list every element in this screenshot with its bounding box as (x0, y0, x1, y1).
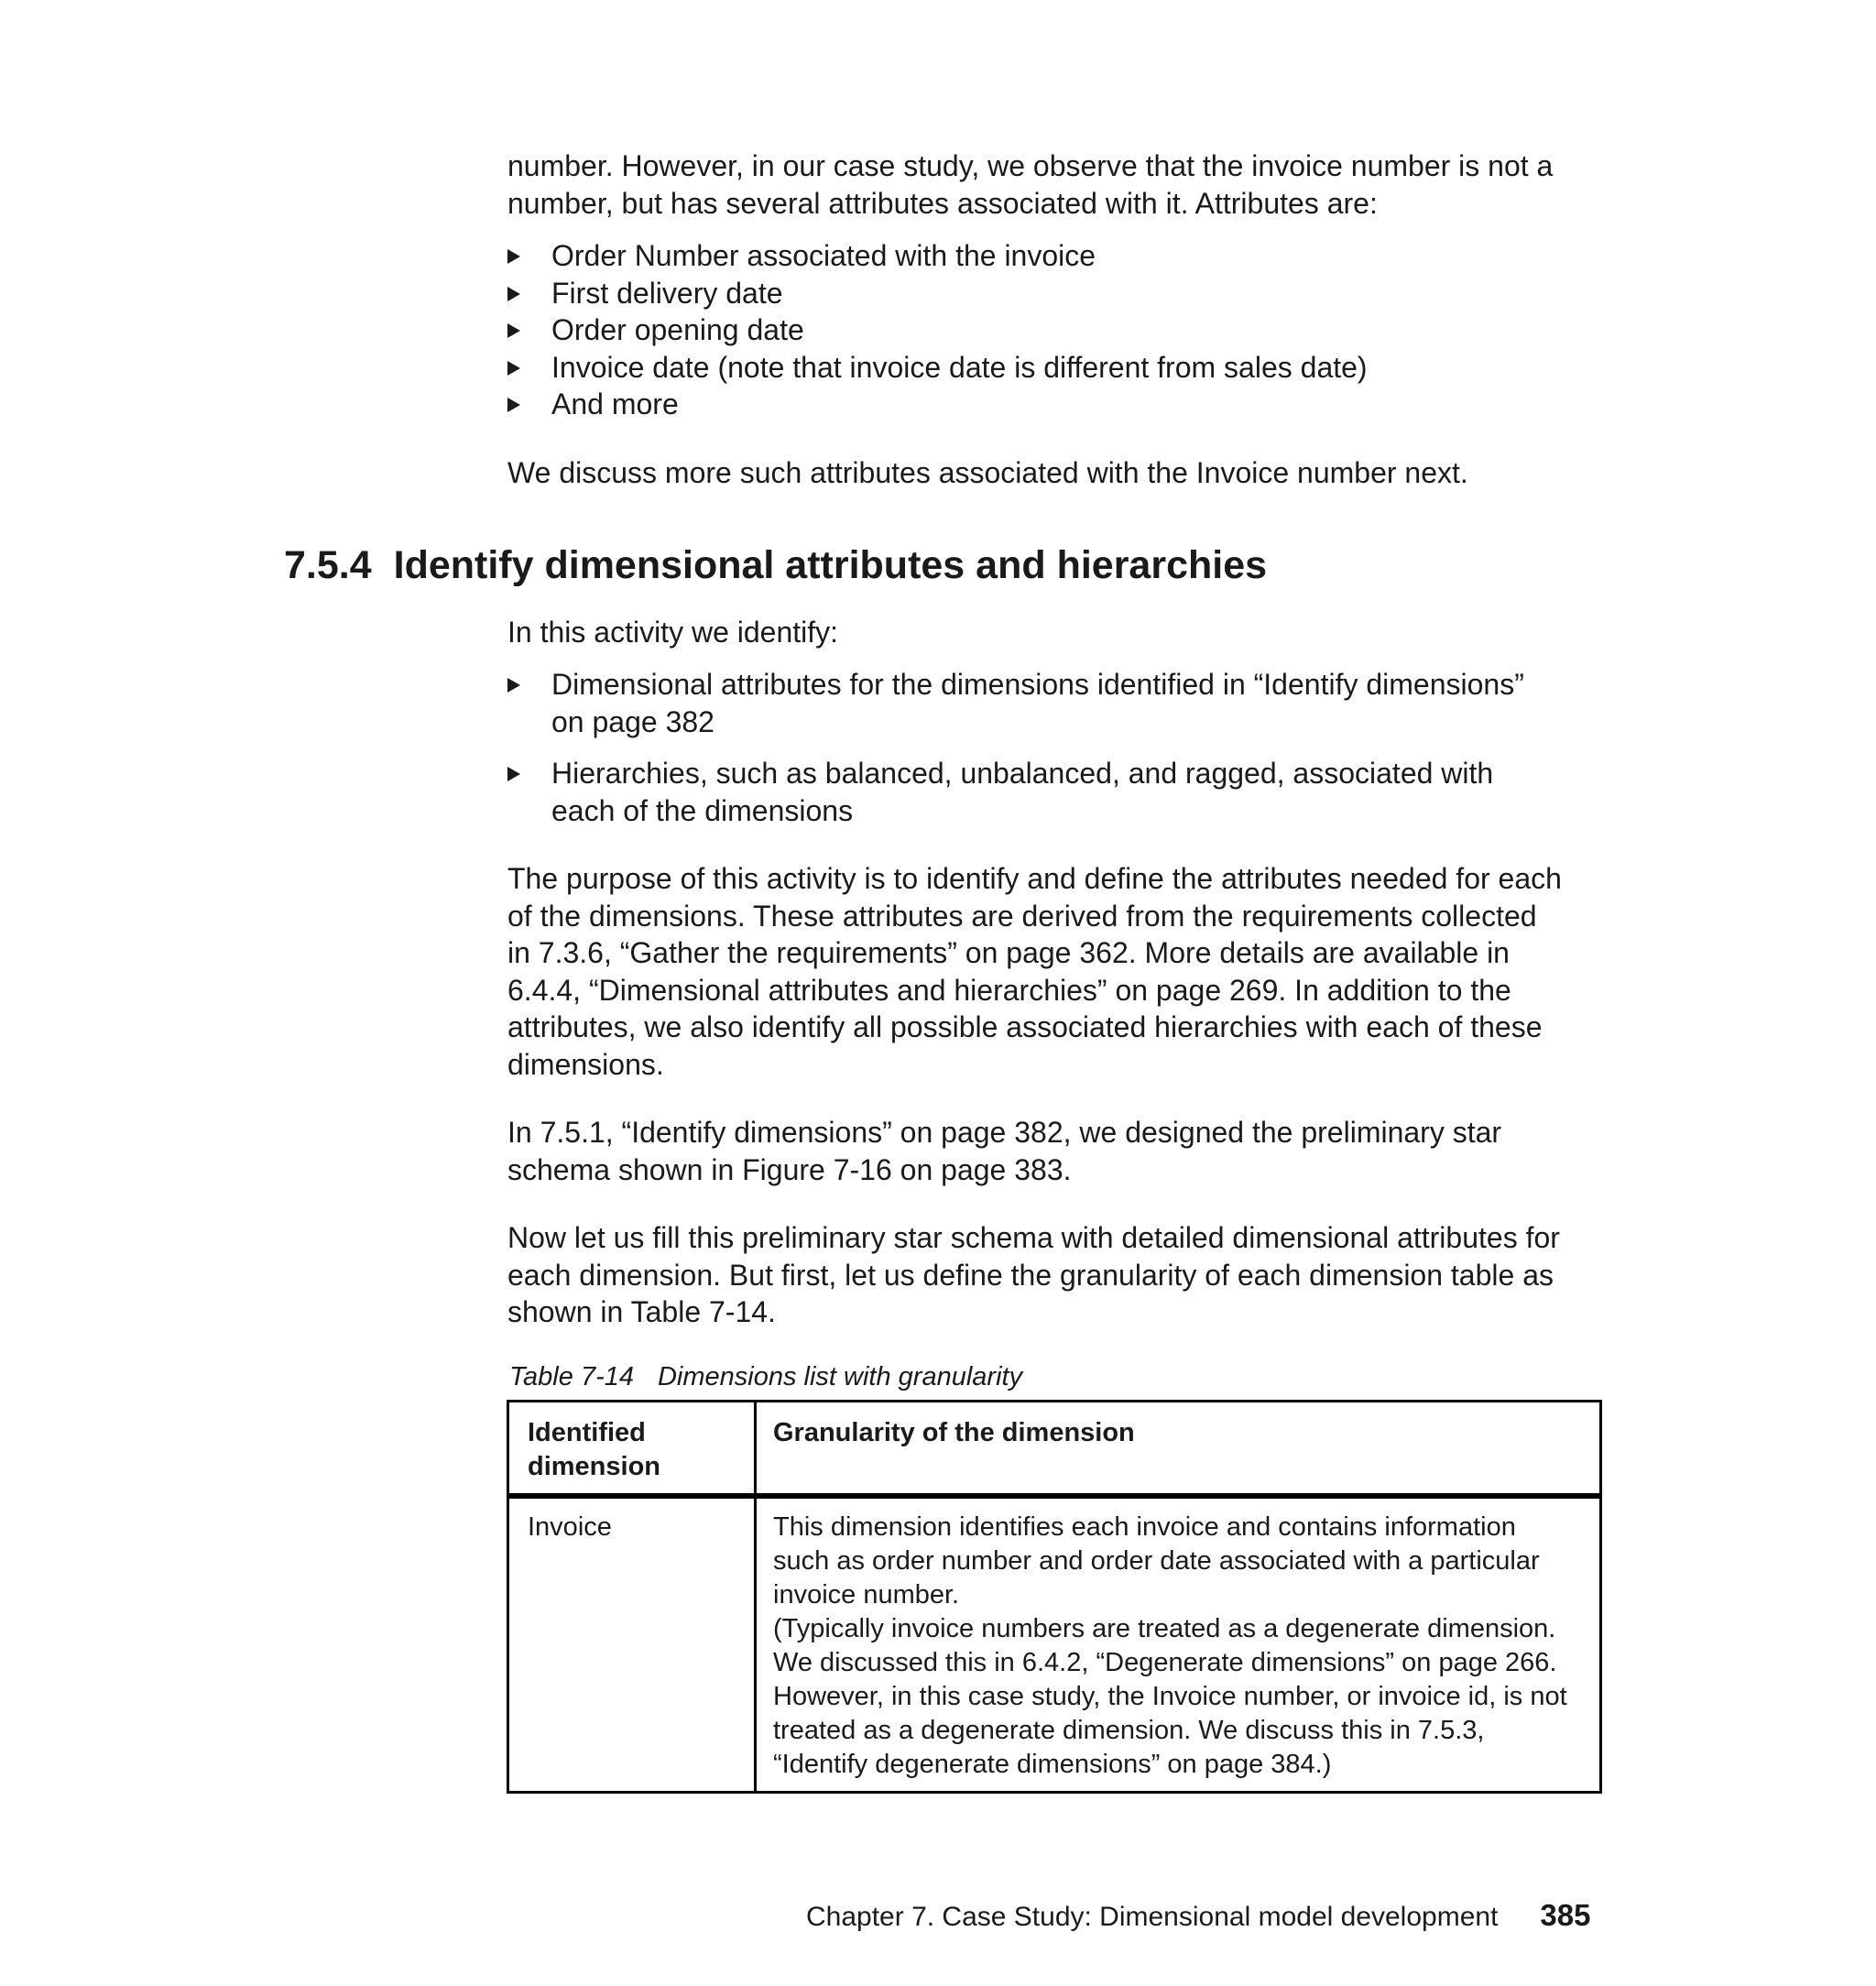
list-item: First delivery date (507, 275, 1607, 312)
list-item: And more (507, 386, 1607, 423)
discuss-next-paragraph: We discuss more such attributes associated with the Invoice number next. (507, 456, 1468, 489)
paragraph-line: schema shown in Figure 7-16 on page 383. (507, 1152, 1072, 1186)
section-number: 7.5.4 (284, 543, 372, 587)
list-item: Hierarchies, such as balanced, unbalanced, and ragged, associated with each of the dimensions (507, 755, 1607, 829)
table-header-divider (509, 1493, 1599, 1499)
page-number: 385 (1540, 1898, 1591, 1932)
table-header-granularity: Granularity of the dimension (773, 1418, 1135, 1447)
bullet-triangle-icon (507, 678, 520, 693)
activity-intro: In this activity we identify: (507, 616, 839, 649)
page-footer (806, 1898, 1590, 1935)
table-header-identified-dimension: Identified dimension (528, 1418, 661, 1481)
paragraph-line: Now let us fill this preliminary star schema with detailed dimensional attributes for (507, 1221, 1560, 1254)
list-item: Dimensional attributes for the dimensions identified in “Identify dimensions” on page 382 (507, 666, 1607, 740)
table-column-divider (754, 1402, 757, 1791)
preliminary-paragraph (507, 1114, 1607, 1188)
paragraph-line: of the dimensions. These attributes are derived from the requirements collected (507, 899, 1537, 933)
table-caption-title: Dimensions list with granularity (657, 1362, 1023, 1391)
paragraph-line: in 7.3.6, “Gather the requirements” on page 362. More details are available in (507, 936, 1510, 969)
paragraph-line: each dimension. But first, let us define the granularity of each dimension table as (507, 1258, 1554, 1292)
intro-line: number, but has several attributes associated with it. Attributes are: (507, 186, 1378, 220)
list-item: Order opening date (507, 311, 1607, 349)
list-item: Order Number associated with the invoice (507, 237, 1607, 275)
dimensions-table (507, 1400, 1602, 1794)
table-caption-label: Table 7-14 (509, 1362, 634, 1391)
table-cell-dimension: Invoice (528, 1512, 612, 1542)
paragraph-line: In 7.5.1, “Identify dimensions” on page 382, we designed the preliminary star (507, 1116, 1502, 1149)
list-item: Invoice date (note that invoice date is different from sales date) (507, 349, 1607, 387)
bullet-triangle-icon (507, 398, 520, 412)
purpose-paragraph (507, 860, 1607, 1083)
bullet-triangle-icon (507, 767, 520, 781)
bullet-triangle-icon (507, 249, 520, 264)
table-cell-granularity: This dimension identifies each invoice and contains information such as order number and order date associated with a particular invoice number. (Typically invoice numbers are treated as a degenerate dimension. We discussed this in 6.4.2, “Degenerate dimensions” on page 266. However, in this case study, the Invoice number, or invoice id, is not treated as a degenerate dimension. We discuss this in 7.5.3, “Identify degenerate dimensions” on page 384.) (773, 1512, 1567, 1779)
paragraph-line: shown in Table 7-14. (507, 1295, 776, 1328)
fill-paragraph (507, 1219, 1607, 1331)
footer-chapter: Chapter 7. Case Study: Dimensional model development (806, 1902, 1499, 1932)
section-title: Identify dimensional attributes and hierarchies (393, 543, 1268, 587)
attributes-list (507, 237, 1607, 423)
paragraph-line: attributes, we also identify all possible associated hierarchies with each of these (507, 1010, 1543, 1043)
paragraph-line: The purpose of this activity is to identify and define the attributes needed for each (507, 862, 1562, 895)
table-caption (509, 1360, 1022, 1393)
paragraph-line: 6.4.4, “Dimensional attributes and hierarchies” on page 269. In addition to the (507, 973, 1511, 1007)
activity-list (507, 666, 1607, 829)
intro-paragraph (507, 147, 1607, 222)
bullet-triangle-icon (507, 361, 520, 376)
bullet-triangle-icon (507, 323, 520, 338)
paragraph-line: dimensions. (507, 1047, 664, 1081)
section-heading (284, 541, 1267, 589)
bullet-triangle-icon (507, 287, 520, 301)
intro-line: number. However, in our case study, we observe that the invoice number is not a (507, 149, 1554, 182)
